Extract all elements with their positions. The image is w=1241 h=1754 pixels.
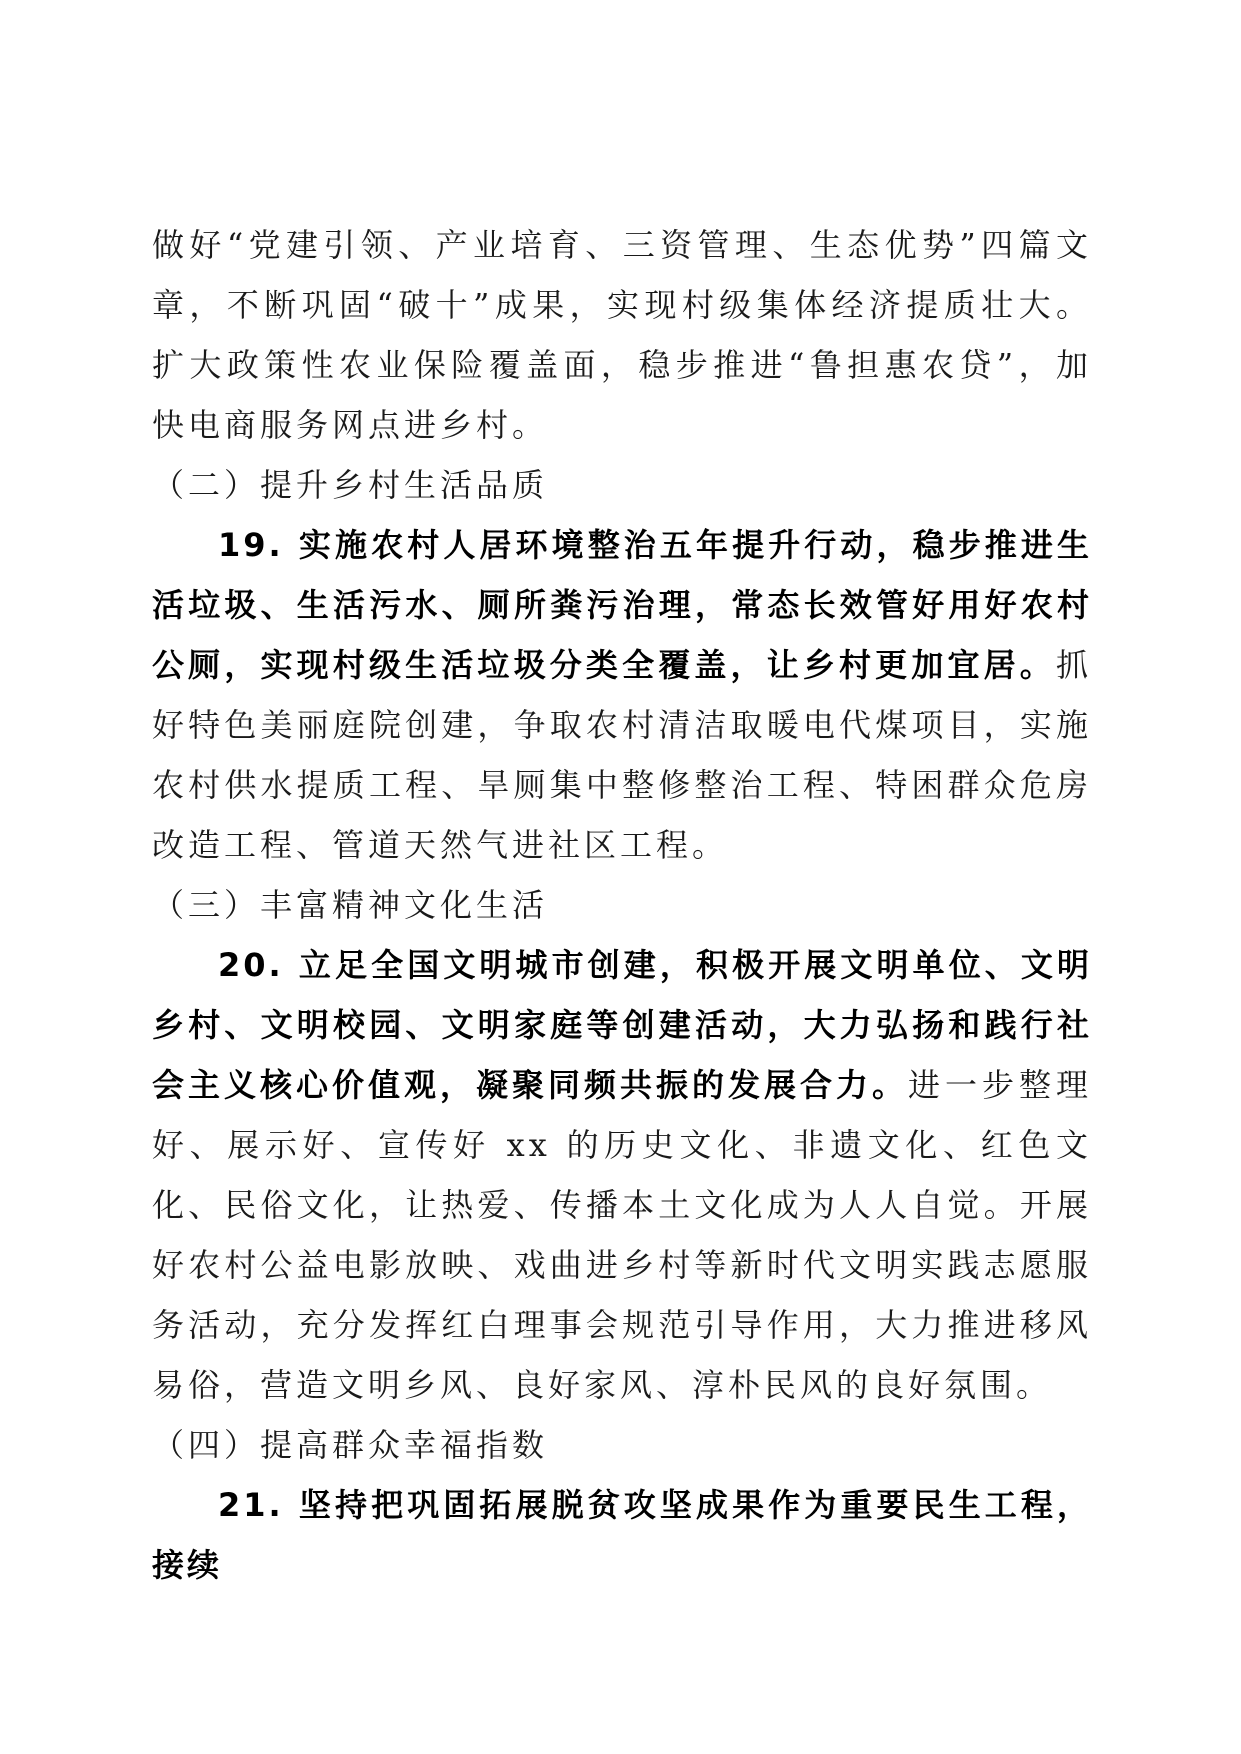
item-20-paragraph xyxy=(152,935,1092,1415)
item-19-bold-text: 19. 实施农村人居环境整治五年提升行动，稳步推进生活垃圾、生活污水、厕所粪污治理，常态长效管好用好农村公厕，实现村级生活垃圾分类全覆盖，让乡村更加宜居。 xyxy=(152,526,1092,684)
paragraph-continuation: 做好“党建引领、产业培育、三资管理、生态优势”四篇文章，不断巩固“破十”成果，实现村级集体经济提质壮大。扩大政策性农业保险覆盖面，稳步推进“鲁担惠农贷”，加快电商服务网点进乡村。 xyxy=(152,226,1092,444)
section-heading-2: （二）提升乡村生活品质 xyxy=(152,466,549,504)
item-20-bold-text: 20. 立足全国文明城市创建，积极开展文明单位、文明乡村、文明校园、文明家庭等创建活动，大力弘扬和践行社会主义核心价值观，凝聚同频共振的发展合力。 xyxy=(152,946,1092,1104)
item-21-paragraph xyxy=(152,1475,1092,1595)
item-19-body-text: 抓好特色美丽庭院创建，争取农村清洁取暖电代煤项目，实施农村供水提质工程、旱厕集中整修整治工程、特困群众危房改造工程、管道天然气进社区工程。 xyxy=(152,646,1092,864)
item-19-paragraph xyxy=(152,515,1092,875)
item-21-bold-text: 21. 坚持把巩固拓展脱贫攻坚成果作为重要民生工程，接续 xyxy=(152,1486,1092,1584)
section-heading-3: （三）丰富精神文化生活 xyxy=(152,886,549,924)
item-20-body-text: 进一步整理好、展示好、宣传好 xx 的历史文化、非遗文化、红色文化、民俗文化，让热爱、传播本土文化成为人人自觉。开展好农村公益电影放映、戏曲进乡村等新时代文明实践志愿服务活动，充分发挥红白理事会规范引导作用，大力推进移风易俗，营造文明乡风、良好家风、淳朴民风的良好氛围。 xyxy=(152,1066,1092,1404)
document-body xyxy=(152,215,1092,1595)
section-heading-4: （四）提高群众幸福指数 xyxy=(152,1426,549,1464)
